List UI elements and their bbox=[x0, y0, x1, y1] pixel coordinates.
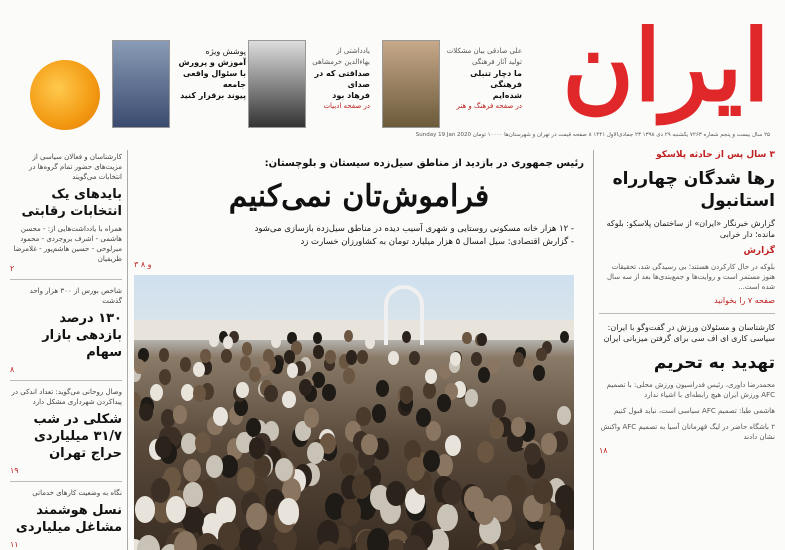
page-number: ۱۸ bbox=[599, 446, 608, 455]
crowd-figure bbox=[246, 503, 267, 530]
crowd-figure bbox=[159, 369, 171, 385]
crowd-figure bbox=[200, 349, 211, 363]
crowd-figure bbox=[209, 334, 219, 347]
report-label: گزارش bbox=[743, 246, 775, 256]
crowd-figure bbox=[213, 407, 228, 426]
crowd-figure bbox=[462, 332, 472, 345]
crowd-figure bbox=[216, 497, 237, 524]
left-story-2[interactable] bbox=[10, 286, 122, 374]
afc-kicker: کارشناسان و مسئولان ورزش در گفت‌وگو با ایران: سیاسی کاری ای اف سی برای گرفتن میزبانی ایران bbox=[603, 323, 775, 343]
crowd-figure bbox=[367, 528, 390, 550]
afc-body: محمدرضا داوری، رئیس فدراسیون ورزش محلی: با تصمیم AFC ورزش ایران هیچ رابطه‌ای با اشیاء ندارد bbox=[606, 381, 775, 399]
teaser-kicker: یادداشتی از بهاءالدین خرمشاهی bbox=[312, 47, 370, 66]
divider bbox=[10, 380, 122, 381]
crowd-figure bbox=[139, 403, 153, 422]
teaser-photo bbox=[112, 40, 170, 128]
crowd-figure bbox=[193, 385, 206, 402]
crowd-figure bbox=[357, 350, 368, 364]
teaser-education[interactable] bbox=[112, 40, 246, 128]
crowd-figure bbox=[416, 408, 431, 427]
crowd-figure bbox=[533, 365, 545, 380]
column-divider bbox=[593, 150, 594, 550]
crowd-figure bbox=[340, 453, 358, 476]
left-story-4[interactable] bbox=[10, 488, 122, 549]
crowd-figure bbox=[221, 349, 232, 363]
teaser-line: پیوند برقرار کنید bbox=[180, 91, 246, 100]
crowd-figure bbox=[322, 384, 335, 401]
crowd-figure bbox=[388, 351, 399, 365]
dateline: ۲۵ سال بیست و پنجم شماره ۷۲۶۳ یکشنبه ۲۹ دی ۱۳۹۸ ۲۳ جمادی‌الاول ۱۴۴۱ ۸ صفحه قیمت در تهران و شهرستان‌ها ۱۰۰۰۰ تومان Sunday 19 Jan 2020 bbox=[415, 132, 770, 138]
crowd-figure bbox=[477, 441, 494, 463]
story-headline: ۱۳۰ درصد بازدهی بازار سهام bbox=[42, 311, 122, 360]
plasco-subhead: گزارش خبرنگار «ایران» از ساختمان پلاسکو: بلوکه مانده؛ دار خرابی bbox=[606, 219, 775, 239]
left-column bbox=[10, 152, 122, 550]
newspaper-logo[interactable]: ایران bbox=[562, 9, 770, 124]
afc-headline[interactable]: تهدید به تحریم bbox=[653, 353, 775, 373]
crowd-figure bbox=[278, 498, 299, 525]
crowd-figure bbox=[159, 348, 170, 362]
crowd-figure bbox=[437, 504, 458, 531]
crowd-figure bbox=[492, 399, 506, 417]
crowd-figure bbox=[341, 499, 362, 526]
crowd-figure bbox=[173, 405, 187, 424]
crowd-figure bbox=[313, 345, 324, 359]
divider bbox=[10, 279, 122, 280]
crowd-figure bbox=[437, 394, 451, 412]
page-reference[interactable]: صفحه ۷ را بخوانید bbox=[714, 296, 775, 305]
crowd-figure bbox=[555, 485, 574, 511]
afc-body: هاشمی طبا: تصمیم AFC سیاسی است، نباید قبول کنیم bbox=[613, 407, 775, 415]
crowd-figure bbox=[361, 434, 377, 455]
plasco-body: بلوکه در حال کارکردن هستند؛ بی رسیدگی شد، تحقیقات هنوز مستمر است و روایت‌ها و جمع‌بندی‌ها بعد از سه سال شده است... bbox=[606, 263, 775, 291]
crowd-figure bbox=[174, 531, 197, 550]
crowd-figure bbox=[135, 496, 155, 523]
teaser-line: آموزش و پرورش bbox=[178, 58, 246, 67]
crowd-figure bbox=[264, 385, 277, 402]
crowd-figure bbox=[195, 432, 211, 453]
story-kicker: وصال روحانی می‌گوید: تعداد اندکی در پیداکردن شهرداری مشکل دارد bbox=[11, 388, 122, 406]
crowd-figure bbox=[356, 407, 371, 426]
sun-logo-icon bbox=[30, 60, 100, 130]
crowd-figure bbox=[282, 391, 296, 409]
divider bbox=[10, 481, 122, 482]
crowd-figure bbox=[557, 406, 572, 425]
crowd-figure bbox=[307, 442, 324, 464]
afc-body: ۲ باشگاه حاضر در لیگ قهرمانان آسیا به تصمیم AFC واکنش نشان دادند bbox=[600, 423, 775, 441]
masthead bbox=[0, 0, 785, 140]
crowd-photo bbox=[134, 275, 574, 550]
crowd-figure bbox=[343, 368, 355, 384]
teaser-kicker: تولید آثار فرهنگی bbox=[471, 58, 522, 66]
lead-bullet: - ۱۲ هزار خانه مسکونی روستایی و شهری آسیب دیده در مناطق سیل‌زده بازسازی می‌شود bbox=[254, 224, 574, 234]
crowd-figure bbox=[304, 408, 319, 427]
crowd-figure bbox=[365, 336, 375, 349]
teaser-text bbox=[310, 46, 370, 112]
crowd-figure bbox=[236, 382, 249, 399]
left-story-1[interactable] bbox=[10, 152, 122, 273]
crowd-figure bbox=[533, 479, 552, 504]
crowd-figure bbox=[284, 350, 295, 364]
crowd-figure bbox=[134, 359, 145, 374]
crowd-figure bbox=[489, 419, 504, 439]
column-divider bbox=[127, 150, 128, 550]
teaser-line: پوشش ویژه bbox=[205, 47, 246, 56]
teaser-photo bbox=[248, 40, 306, 128]
right-column bbox=[599, 150, 775, 550]
crowd-figure bbox=[465, 389, 478, 407]
story-headline: بایدهای یک انتخابات رقابتی bbox=[21, 187, 122, 219]
crowd-figure bbox=[442, 480, 461, 505]
crowd-figure bbox=[313, 332, 323, 345]
teaser-kicker: علی صادقی بیان مشکلات bbox=[446, 47, 522, 55]
crowd-figure bbox=[206, 455, 224, 478]
crowd-figure bbox=[275, 458, 293, 481]
story-headline: شکلی در شب ۳۱/۷ میلیاردی حراج تهران bbox=[33, 412, 122, 461]
lead-story bbox=[134, 150, 584, 550]
crowd-figure bbox=[137, 535, 160, 550]
story-kicker: نگاه به وضعیت کارهای خدماتی bbox=[32, 489, 122, 497]
crowd-figure bbox=[541, 433, 557, 454]
story-kicker: کارشناسان و فعالان سیاسی از مزیت‌های حضور تمام گروه‌ها در انتخابات می‌گویند bbox=[28, 153, 122, 181]
crowd-figure bbox=[536, 348, 547, 362]
teaser-section: در صفحه فرهنگ و هنر bbox=[456, 102, 522, 110]
crowd-figure bbox=[423, 382, 436, 399]
crowd-figure bbox=[372, 404, 386, 423]
crowd-figure bbox=[180, 357, 191, 372]
crowd-figure bbox=[488, 359, 500, 374]
teaser-farhad[interactable] bbox=[248, 40, 370, 128]
crowd-figure bbox=[223, 336, 233, 349]
page-number: ۱۱ bbox=[10, 540, 19, 549]
story-kicker: شاخص بورس از ۳۰۰ هزار واحد گذشت bbox=[29, 287, 122, 305]
crowd-figure bbox=[183, 482, 203, 507]
teaser-line: با سئوال واقعی جامعه bbox=[183, 69, 246, 89]
crowd-figure bbox=[150, 384, 163, 401]
story-headline: نسل هوشمند مشاغل میلیاردی bbox=[15, 503, 122, 535]
crowd-figure bbox=[560, 331, 570, 344]
teaser-text bbox=[174, 46, 246, 101]
crowd-figure bbox=[346, 350, 357, 364]
left-story-3[interactable] bbox=[10, 387, 122, 475]
crowd-figure bbox=[237, 467, 256, 491]
crowd-figure bbox=[513, 352, 524, 366]
teaser-culture[interactable] bbox=[382, 40, 522, 128]
crowd-figure bbox=[376, 380, 389, 397]
crowd-figure bbox=[242, 342, 252, 356]
plasco-headline[interactable]: رها شدگان چهارراه استانبول bbox=[612, 169, 775, 211]
page-number: ۱۹ bbox=[10, 466, 19, 475]
crowd-figure bbox=[445, 435, 461, 456]
lead-kicker: رئیس جمهوری در بازدید از مناطق سیل‌زده سیستان و بلوچستان: bbox=[264, 158, 584, 169]
crowd-figure bbox=[425, 369, 437, 385]
crowd-figure bbox=[344, 330, 354, 342]
crowd-figure bbox=[524, 443, 541, 465]
teaser-photo bbox=[382, 40, 440, 128]
teaser-line: فرهاد بود bbox=[332, 91, 370, 100]
crowd-figure bbox=[507, 475, 526, 500]
page-number: ۸ bbox=[10, 365, 15, 374]
crowd-figure bbox=[249, 437, 266, 459]
teaser-line: صداقتی که در صدای bbox=[314, 69, 370, 89]
teaser-line: ما دچار تنبلی فرهنگی bbox=[470, 69, 522, 89]
photo-wall bbox=[134, 320, 574, 340]
crowd-figure bbox=[183, 459, 201, 482]
plasco-kicker: ۳ سال پس از حادثه پلاسکو bbox=[656, 150, 775, 160]
teaser-line: شده‌ایم bbox=[492, 91, 522, 100]
teaser-section: در صفحه ادبیات bbox=[323, 102, 370, 110]
crowd-figure bbox=[464, 486, 484, 512]
crowd-figure bbox=[193, 362, 205, 377]
crowd-figure bbox=[386, 481, 405, 506]
crowd-figure bbox=[155, 436, 172, 458]
crowd-figure bbox=[259, 361, 271, 376]
lead-page-reference[interactable]: ۳ و ۸ bbox=[134, 260, 152, 269]
story-body: همراه با یادداشت‌هایی از: - محسن هاشمی - اشرف بروجردی - محمود میرلوحی - حسین هاشم‌پور - غلامرضا ظریفیان bbox=[13, 225, 122, 263]
lead-bullet: - گزارش اقتصادی: سیل امسال ۵ هزار میلیارد تومان به کشاورزان خسارت زد bbox=[300, 237, 574, 247]
crowd-figure bbox=[543, 515, 565, 543]
divider bbox=[599, 313, 775, 314]
crowd-figure bbox=[400, 386, 413, 403]
lead-bullets bbox=[134, 223, 584, 249]
crowd-figure bbox=[271, 335, 281, 348]
page-number: ۲ bbox=[10, 264, 15, 273]
crowd-figure bbox=[471, 352, 482, 366]
crowd-figure bbox=[151, 478, 170, 503]
crowd-figure bbox=[299, 379, 312, 396]
crowd-figure bbox=[477, 333, 487, 346]
crowd-figure bbox=[218, 522, 240, 550]
crowd-figure bbox=[409, 351, 420, 365]
crowd-figure bbox=[287, 363, 299, 378]
teaser-text bbox=[444, 46, 522, 112]
lead-headline[interactable]: فراموش‌تان نمی‌کنیم bbox=[228, 179, 490, 214]
crowd-figure bbox=[312, 372, 324, 388]
